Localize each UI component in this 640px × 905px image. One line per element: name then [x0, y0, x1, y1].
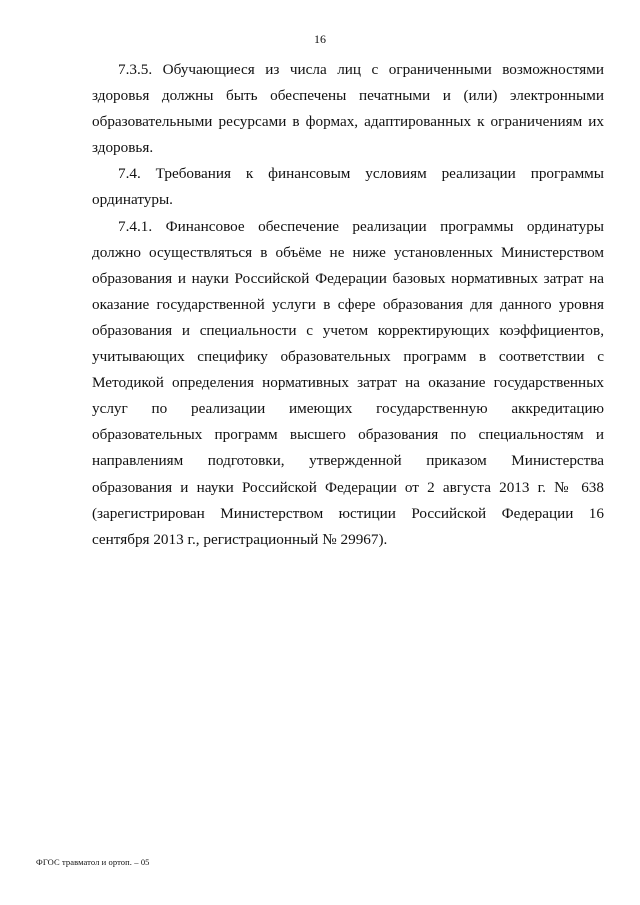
footer-document-code: ФГОС травматол и ортоп. – 05 [36, 857, 150, 867]
paragraph-7-4: 7.4. Требования к финансовым условиям реализации программы ординатуры. [92, 165, 604, 209]
paragraph-7-4-1: 7.4.1. Финансовое обеспечение реализации программы ординатуры должно осуществляться в объёме не ниже установленных Министерством образования и науки Российской Федерации базовых нормативных затрат на оказание государственной услуги в сфере образования для данного уровня образования и специальности с учетом корректирующих коэффициентов, учитывающих специфику образовательных программ в соответствии с Методикой определения нормативных затрат на оказание государственных услуг по реализации имеющих государственную аккредитацию образовательных программ высшего образования по специальностям и направлениям подготовки, утвержденной приказом Министерства образования и науки Российской Федерации от 2 августа 2013 г. № 638 (зарегистрирован Министерством юстиции Российской Федерации 16 сентября 2013 г., регистрационный № 29967). [92, 217, 604, 548]
document-body [92, 57, 604, 553]
paragraph-7-3-5: 7.3.5. Обучающиеся из числа лиц с ограниченными возможностями здоровья должны быть обеспечены печатными и (или) электронными образовательными ресурсами в формах, адаптированных к ограничениям их здоровья. [92, 61, 604, 157]
page-number: 16 [314, 32, 326, 46]
